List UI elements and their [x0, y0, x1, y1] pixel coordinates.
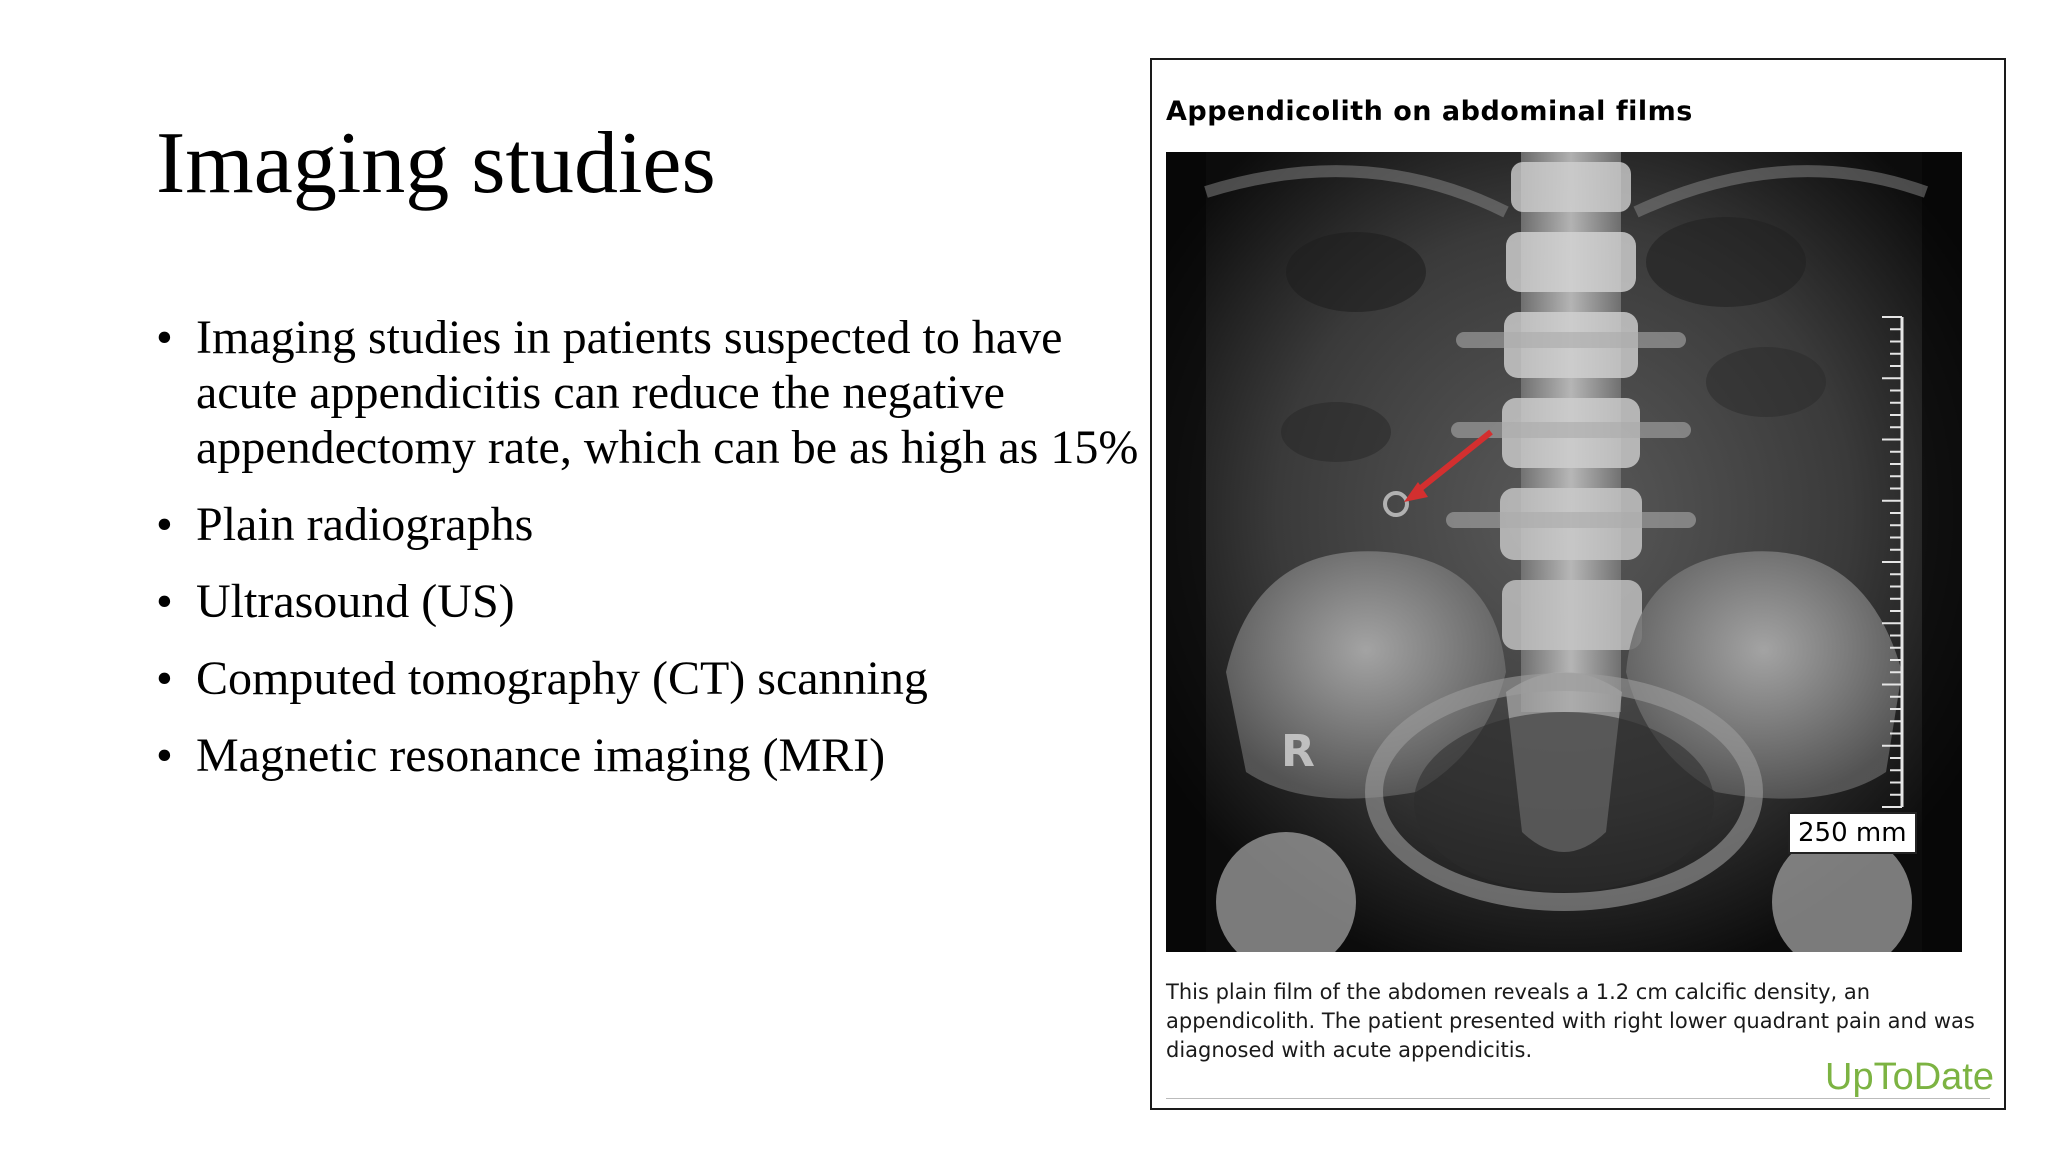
figure-panel: [1150, 58, 2006, 1110]
bullet-list: [156, 310, 1146, 805]
slide-title: Imaging studies: [156, 115, 716, 212]
uptodate-logo: UpToDate: [1825, 1056, 1994, 1098]
bullet-item: • Ultrasound (US): [156, 574, 1146, 629]
bullet-item: • Magnetic resonance imaging (MRI): [156, 728, 1146, 783]
bullet-item: • Plain radiographs: [156, 497, 1146, 552]
figure-caption: This plain film of the abdomen reveals a 1.2 cm calcific density, an appendicolith. The patient presented with right lower quadrant pain and was diagnosed with acute appendicitis.: [1166, 980, 1975, 1062]
bullet-item: • Computed tomography (CT) scanning: [156, 651, 1146, 706]
figure-title: Appendicolith on abdominal films: [1166, 96, 1693, 127]
scale-label: 250 mm: [1788, 812, 1917, 854]
bullet-item: • Imaging studies in patients suspected to have acute appendicitis can reduce the negative appendectomy rate, which can be as high as 15%: [156, 310, 1146, 475]
xray-image: [1166, 152, 1962, 952]
side-marker: R: [1281, 726, 1315, 777]
